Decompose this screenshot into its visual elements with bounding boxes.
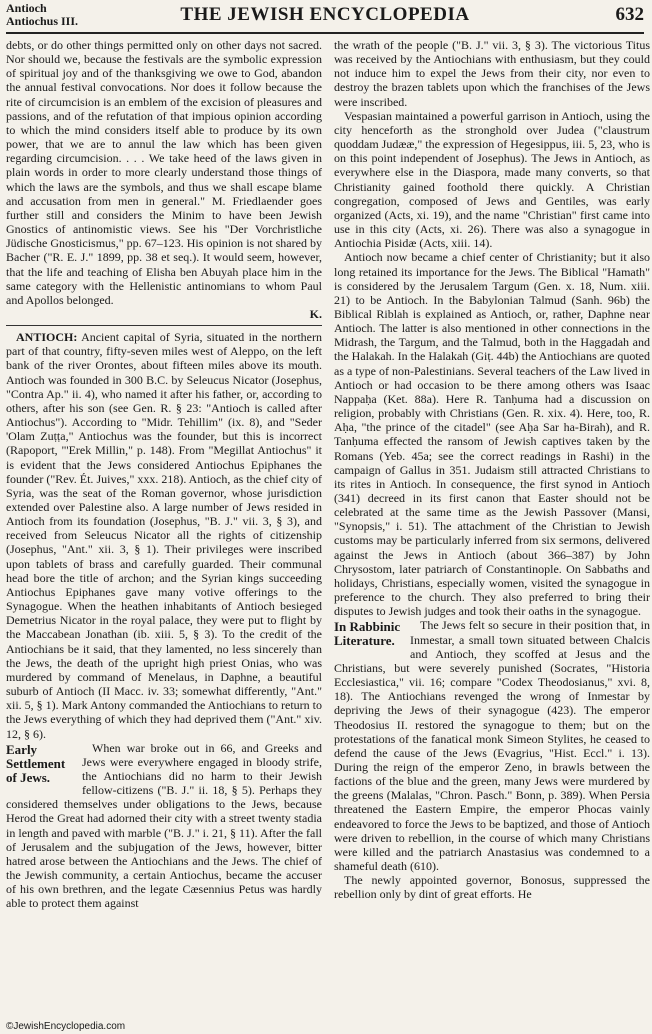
author-signature: K.	[309, 306, 322, 321]
paragraph: Vespasian maintained a powerful garrison in Antioch, using the city henceforth as the stronghold over Judea ("claustrum quoddam Judææ," the expression of Hegesippus, iii. 5, 23, who is on this point independent of Josephus). The Jews in Antioch, as everywhere else in the Diaspora, made many converts, so that Christianity gained foothold there quickly. A Christian congregation, composed of Jews and Gentiles, was early organized (Acts, xi. 19), and the name "Christian" first came into use in this city (Acts, xi. 26). There was also a synagogue in Antiochia Pisidæ (Acts, xiii. 14).	[334, 108, 650, 251]
paragraph: The newly appointed governor, Bonosus, suppressed the rebellion only by dint of great efforts. He	[334, 873, 650, 902]
site-watermark: ©JewishEncyclopedia.com	[6, 1021, 126, 1032]
paragraph: Antioch now became a chief center of Christianity; but it also long retained its importance for the Jews. The Biblical "Hamath" is considered by the Jerusalem Targum (Gen. x. 18, Num. xiii. 21) to be Antioch. In the Babylonian Talmud (Sanh. 96b) the Biblical Riblah is explained as Antioch, or, rather, Daphne near Antioch. The latter is also mentioned in other connections in the Midrash, the Targum, and the Talmud, both in the Haggadah and the Halakah. In the Halakah (Giṭ. 44b) the Antiochians are quoted as a type of non-Palestinians. Several teachers of the Law lived in Antioch or had occasion to be there among others was Isaac Nappaḥa (Ket. 88a). Here R. Tanḥuma had a discussion on religion, probably with Christians (Gen. R. xix. 4). Here, too, R. Aḥa, "the prince of the citadel" (see Aḥa Sar ha-Birah), and R. Tanḥuma effected the ransom of Jewish captives taken by the Romans (Yeb. 45a; see the correct readings in Rashi) in the campaign of Gallus in 351. Judaism still attracted Christians to its rites in Antioch. In consequence, the first synod in Antioch (341) decreed in its first canon that Easter should not be celebrated at the same time as the Jewish Passover (Mansi, "Synopsis," i. 51). The attachment of the Christian to Jewish customs may be particularly inferred from six sermons, delivered against the Jews in Antioch (about 366–387) by John Chrysostom, later patriarch of Constantinople. On Sabbaths and holidays, Christians, especially women, visited the synagogue in preference to the church. They also preferred to bring their disputes to Jewish judges and took their oaths in the synagogue.	[334, 250, 650, 619]
publication-title: THE JEWISH ENCYCLOPEDIA	[180, 4, 470, 25]
paragraph: the wrath of the people ("B. J." vii. 3, § 3). The victorious Titus was received by the Antiochians with enthusiasm, but they could not induce him to expel the Jews from their city, nor even to destroy the brazen tablets upon which the franchises of the Jews were inscribed.	[334, 38, 650, 109]
paragraph: The Jews felt so secure in their position that, in Inmestar, a small town situated between Chalcis and Antioch, they scoffed at Jesus and the Christians, but were severely punished (Socrates, "Historia Ecclesiastica," vii. 16; compare "Codex Theodosianus," xvi. 8, 18). The Antiochians revenged the wrong of Inmestar by depriving the Jews of their synagogue (423). The emperor Theodosius II. restored the synagogue to them; but on the protestations of the fanatical monk Simeon Stylites, he ceased to defend the cause of the Jews (Evagrius, "Hist. Eccl." i. 13). During the reign of the emperor Zeno, in brawls between the factions of the blue and the green, many Jews were murdered by the greens (Malalas, "Chron. Pasch." Bonn, p. 389). When Persia threatened the Eastern Empire, the emperor Phocas vainly endeavored to force the Jews to be baptized, and those of Antioch were driven to rebellion, in the course of which many Christians were killed and the patriarch Anastasius was condemned to a shameful death (610).	[334, 618, 650, 874]
article-title: ANTIOCH:	[16, 330, 78, 345]
paragraph: When war broke out in 66, and Greeks and Jews were everywhere engaged in bloody strife, the Antiochians did no harm to their Jewish fellow-citizens ("B. J." ii. 18, § 5). Perhaps they considered themselves under obligations to the Jews, because Herod the Great had adorned their city with a street twenty stadia in length and paved with marble ("B. J." i. 21, § 11). After the fall of Jerusalem and the subjugation of the Jews, however, bitter hatred arose between the Antiochians and the Jews. The chief of the Jewish community, a certain Antiochus, became the accuser of his own brethren, and the legate Cæsennius Petus was hardly able to protect them against	[6, 740, 322, 911]
page-number: 632	[615, 4, 644, 25]
left-column	[6, 38, 322, 1014]
paragraph-text: Ancient capital of Syria, situated in the northern part of that country, fifty-seven miles west of Aleppo, on the left bank of the river Orontes, about fifteen miles above its mouth. Antioch was founded in 300 B.C. by Seleucus Nicator (Josephus, "Contra Ap." ii. 4), who named it after his father, or, according to others, after his son (see Gen. R. § 23: "Antioch is called after Antiochus"). According to "Midr. Tehillim" (ix. 8), and "Seder 'Olam Zuṭṭa," Antiochus was the founder, but this is incorrect (Rapoport, "'Erek Millin," p. 148). From "Megillat Antiochus" it is evident that the Jews considered Antiochus Epiphanes the founder ("Rev. Ét. Juives," xxx. 218). Antioch, as the chief city of Syria, was the seat of the Roman governor, whose jurisdiction extended over Palestine also. A large number of Jews resided in Antioch from its foundation (Josephus, "B. J." vii. 3, § 3), and received from Seleucus Nicator all the rights of citizenship (Josephus, "Ant." xii. 3, § 1). Their privileges were inscribed upon tablets of brass and carefully guarded. Their communal head bore the title of archon; and the Syrian kings succeeding Antiochus Epiphanes gave many votive offerings to the Synagogue. When the heathen inhabitants of Antioch besieged Demetrius Nicator in the royal palace, they were put to flight by the Maccabean Jonathan (ib. xiii. 5, § 3). To the credit of the Antiochians be it said, that they lamented, no less sincerely than the Jews, the death of the upright high priest Onias, who was murdered by command of Menelaus, in Daphne, a beautiful suburb of Antioch (II Macc. iv. 33; somewhat differently, "Ant." xii. 5, § 1). Mark Antony commanded the Antiochians to return to the Jews everything of which they had deprived them ("Ant." xiv. 12, § 6).	[6, 330, 322, 741]
sidenote-heading: In Rabbinic Literature.	[334, 619, 401, 649]
sidenote-heading: Early Settlement of Jews.	[6, 741, 66, 785]
running-head-line2: Antiochus III.	[6, 14, 79, 28]
right-column	[334, 38, 650, 1014]
running-head-line1: Antioch	[6, 1, 47, 15]
paragraph: debts, or do other things permitted only on other days not sacred. Nor should we, because the festivals are the symbolic expression of spiritual joy and of the thanksgiving we owe to God, abandon the annual festival convocations. Nor does it follow because the rite of circumcision is an emblem of the excision of pleasures and passions, and of the refutation of that impious opinion according to which the mind considers itself able to produce by its own power, that we are to annul the law which has been given regarding circumcision. . . . We take heed of the laws given in plain words in order to more clearly understand those things of which the laws are the symbols, and thus we shall escape blame and accusation from men in general." M. Friedlaender goes further still and considers the Minim to have been Jewish Gnostics of antinomistic views. See his "Der Vorchristliche Jüdische Gnosticismus," pp. 67–123. His opinion is not shared by Bacher ("R. E. J." 1899, pp. 38 et seq.). It would seem, however, that the life and teaching of Elisha ben Abuyah place him in the same category with the Hellenistic antinomians to whom Paul and Apollos belonged.	[6, 38, 322, 307]
paragraph	[6, 330, 322, 741]
article-divider	[6, 325, 322, 326]
page-header	[6, 2, 644, 34]
